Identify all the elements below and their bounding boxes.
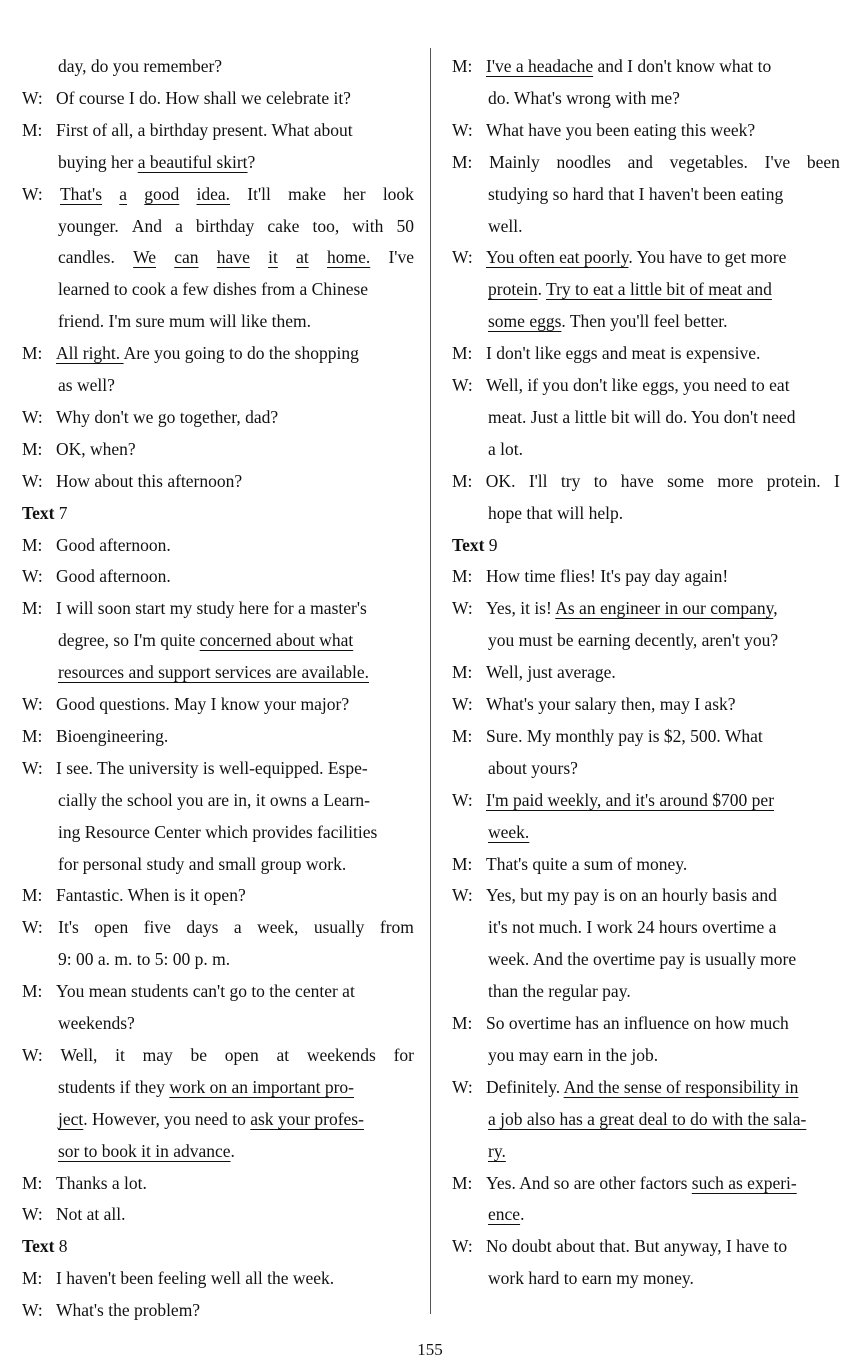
speaker-label: M:: [452, 853, 473, 874]
speaker-label: M:: [22, 343, 43, 364]
text-segment: ,: [773, 598, 778, 619]
word: more: [717, 470, 754, 491]
dialogue-line: [452, 560, 840, 592]
dialogue-continuation: [58, 848, 414, 880]
text-segment: Are you going to do the shopping: [123, 343, 359, 364]
dialogue-continuation: [58, 624, 414, 656]
dialogue-line: [22, 879, 414, 911]
word: It's: [58, 917, 79, 938]
text-segment: you may earn in the job.: [488, 1044, 659, 1065]
underlined-phrase: week.: [488, 821, 530, 842]
word: make: [288, 183, 326, 204]
underlined-phrase: And the sense of responsibility in: [563, 1076, 799, 1097]
word: some: [667, 470, 705, 491]
underlined-word: idea.: [196, 183, 231, 204]
dialogue-continuation: [488, 273, 840, 305]
word: been: [806, 151, 840, 172]
dialogue-line: [452, 337, 840, 369]
text-segment: So overtime has an influence on how much: [486, 1013, 789, 1033]
speaker-label: M:: [22, 981, 43, 1002]
text-segment: Definitely.: [486, 1076, 564, 1097]
text-segment: .: [537, 279, 547, 300]
word: vegetables.: [669, 151, 748, 172]
word: be: [190, 1044, 207, 1065]
dialogue-line: [452, 848, 840, 880]
text-segment: cially the school you are in, it owns a Learn-: [58, 789, 370, 810]
dialogue-continuation: [488, 1103, 840, 1135]
speaker-label: W:: [452, 1236, 473, 1257]
underlined-phrase: ject: [58, 1108, 84, 1129]
dialogue-line: [22, 114, 414, 146]
text-segment: buying her: [58, 151, 138, 172]
underlined-phrase: All right.: [56, 343, 124, 364]
underlined-phrase: ence: [488, 1204, 521, 1225]
word: her: [343, 183, 366, 204]
dialogue-continuation: [488, 178, 840, 210]
word: birthday: [195, 215, 255, 236]
dialogue-continuation: [488, 1135, 840, 1167]
dialogue-continuation: [58, 369, 414, 401]
word: noodles: [556, 151, 611, 172]
word: too,: [312, 215, 340, 236]
text-segment: What have you been eating this week?: [486, 119, 756, 140]
speaker-label: W:: [452, 885, 473, 906]
underlined-phrase: concerned about what: [199, 630, 354, 651]
dialogue-line: [22, 752, 414, 784]
dialogue-line: [22, 1294, 414, 1326]
underlined-word: We: [133, 247, 156, 268]
speaker-label: W:: [452, 1076, 473, 1097]
dialogue-line: [22, 1167, 414, 1199]
dialogue-line: [452, 720, 840, 752]
section-heading: [452, 529, 498, 561]
text-segment: you must be earning decently, aren't you?: [488, 630, 779, 651]
dialogue-continuation: [58, 1135, 414, 1167]
word: candles.: [58, 247, 115, 268]
text-segment: Not at all.: [56, 1204, 126, 1225]
word: week,: [257, 917, 299, 938]
dialogue-line: [452, 1230, 840, 1262]
text-segment: a lot.: [488, 438, 523, 459]
dialogue-continuation: [488, 401, 840, 433]
dialogue-continuation: [58, 943, 414, 975]
text-segment: I see. The university is well-equipped. Espe-: [56, 757, 368, 778]
text-segment: Why don't we go together, dad?: [56, 406, 279, 427]
text-segment: Thanks a lot.: [56, 1172, 147, 1193]
text-segment: I will soon start my study here for a master's: [56, 598, 367, 619]
dialogue-line: [22, 178, 414, 210]
heading-label: Text: [22, 502, 55, 523]
text-segment: meat. Just a little bit will do. You don't need: [488, 406, 796, 427]
dialogue-continuation: [488, 624, 840, 656]
speaker-label: W:: [22, 87, 43, 108]
underlined-word: home.: [326, 247, 371, 268]
column-divider: [430, 48, 431, 1314]
speaker-label: W:: [22, 1300, 43, 1321]
text-segment: I don't like eggs and meat is expensive.: [486, 343, 761, 364]
dialogue-line: [452, 656, 840, 688]
speaker-label: M:: [452, 662, 473, 683]
text-segment: You mean students can't go to the center at: [56, 981, 355, 1002]
word: usually: [313, 917, 365, 938]
dialogue-continuation: [58, 1007, 414, 1039]
dialogue-line: [22, 529, 414, 561]
heading-label: Text: [452, 534, 485, 555]
dialogue-continuation: [488, 82, 840, 114]
word: open: [224, 1044, 259, 1065]
speaker-label: M:: [22, 119, 43, 140]
text-segment: How time flies! It's pay day again!: [486, 566, 729, 587]
word: younger.: [58, 215, 119, 236]
dialogue-line: [22, 720, 414, 752]
section-heading: [22, 1230, 68, 1262]
underlined-phrase: sor to book it in advance: [58, 1140, 231, 1161]
speaker-label: M:: [22, 534, 43, 555]
word: to: [593, 470, 608, 491]
dialogue-line: [22, 592, 414, 624]
speaker-label: M:: [22, 438, 43, 459]
dialogue-continuation: [58, 1071, 414, 1103]
text-segment: Well, just average.: [486, 662, 616, 683]
underlined-phrase: protein: [488, 279, 538, 300]
heading-number: 8: [54, 1236, 68, 1257]
speaker-label: W:: [452, 789, 473, 810]
text-segment: learned to cook a few dishes from a Chinese: [58, 279, 369, 300]
speaker-label: W:: [452, 598, 473, 619]
underlined-phrase: I've a headache: [486, 56, 594, 76]
word: Well,: [60, 1044, 98, 1065]
dialogue-line: [452, 879, 840, 911]
text-segment: No doubt about that. But anyway, I have to: [486, 1236, 788, 1257]
text-segment: well.: [488, 215, 523, 236]
word: It'll: [247, 183, 271, 204]
word: 50: [396, 215, 414, 236]
speaker-label: W:: [452, 119, 473, 140]
text-segment: First of all, a birthday present. What about: [56, 119, 353, 140]
speaker-label: W:: [22, 1044, 43, 1065]
dialogue-continuation: [58, 146, 414, 178]
dialogue-continuation: [58, 1103, 414, 1135]
word: try: [560, 470, 581, 491]
dialogue-continuation: [488, 943, 840, 975]
dialogue-line: [22, 975, 414, 1007]
underlined-phrase: As an engineer in our company: [555, 598, 774, 619]
word: I: [834, 470, 840, 491]
dialogue-line: [22, 337, 414, 369]
underlined-phrase: a job also has a great deal to do with the sala-: [488, 1108, 807, 1129]
speaker-label: W:: [22, 183, 43, 204]
text-segment: Yes, it is!: [486, 598, 556, 619]
text-segment: do. What's wrong with me?: [488, 87, 680, 108]
section-heading: [22, 497, 68, 529]
underlined-word: a: [119, 183, 128, 204]
text-segment: students if they: [58, 1076, 170, 1097]
speaker-label: M:: [452, 1013, 473, 1033]
text-segment: I haven't been feeling well all the week.: [56, 1268, 335, 1289]
dialogue-continuation: [58, 210, 414, 242]
underlined-phrase: resources and support services are available.: [58, 662, 369, 683]
dialogue-line: [452, 465, 840, 497]
dialogue-continuation: [58, 305, 414, 337]
speaker-label: M:: [452, 566, 473, 587]
underlined-word: at: [296, 247, 309, 268]
heading-label: Text: [22, 1236, 55, 1257]
text-segment: 9: 00 a. m. to 5: 00 p. m.: [58, 949, 231, 970]
dialogue-continuation: [58, 656, 414, 688]
text-segment: What's the problem?: [56, 1300, 201, 1321]
speaker-label: W:: [452, 375, 473, 395]
underlined-word: can: [174, 247, 199, 268]
dialogue-continuation: [488, 1039, 840, 1071]
underlined-phrase: Try to eat a little bit of meat and: [546, 279, 772, 300]
dialogue-line: [22, 560, 414, 592]
dialogue-line: [22, 688, 414, 720]
dialogue-continuation: [58, 241, 414, 273]
word: with: [352, 215, 384, 236]
heading-number: 9: [484, 534, 498, 555]
word: at: [276, 1044, 290, 1065]
word: OK.: [485, 470, 516, 491]
speaker-label: W:: [22, 1204, 43, 1225]
speaker-label: M:: [452, 343, 473, 364]
speaker-label: W:: [22, 406, 43, 427]
text-segment: Yes. And so are other factors: [486, 1172, 692, 1193]
text-segment: Of course I do. How shall we celebrate it?: [56, 87, 351, 108]
word: have: [620, 470, 654, 491]
speaker-label: M:: [452, 151, 473, 172]
dialogue-line: [452, 146, 840, 178]
speaker-label: M:: [22, 725, 43, 746]
text-segment: degree, so I'm quite: [58, 630, 200, 651]
speaker-label: M:: [22, 598, 43, 619]
underlined-word: it: [268, 247, 278, 268]
dialogue-line: [22, 82, 414, 114]
dialogue-line: [452, 1071, 840, 1103]
text-segment: studying so hard that I haven't been eating: [488, 183, 784, 204]
text-segment: ?: [247, 151, 256, 172]
underlined-phrase: You often eat poorly: [486, 247, 629, 268]
text-segment: and I don't know what to: [593, 56, 772, 76]
dialogue-line: [22, 465, 414, 497]
text-segment: .: [520, 1204, 525, 1225]
heading-number: 7: [54, 502, 68, 523]
text-segment: Good questions. May I know your major?: [56, 694, 350, 714]
text-segment: ing Resource Center which provides facilities: [58, 821, 378, 842]
word: look: [382, 183, 414, 204]
speaker-label: W:: [22, 470, 43, 491]
word: may: [142, 1044, 173, 1065]
text-segment: hope that will help.: [488, 502, 624, 523]
underlined-phrase: a beautiful skirt: [137, 151, 248, 172]
text-segment: work hard to earn my money.: [488, 1268, 694, 1289]
text-segment: day, do you remember?: [58, 56, 223, 76]
word: days: [186, 917, 219, 938]
dialogue-continuation: [488, 1262, 840, 1294]
underlined-phrase: ry.: [488, 1140, 506, 1161]
word: Mainly: [489, 151, 540, 172]
speaker-label: W:: [22, 694, 43, 714]
text-segment: Yes, but my pay is on an hourly basis and: [486, 885, 777, 906]
dialogue-line: [452, 50, 840, 82]
speaker-label: M:: [452, 1172, 473, 1193]
dialogue-line: [22, 401, 414, 433]
speaker-label: M:: [452, 56, 473, 76]
dialogue-line: [452, 1007, 840, 1039]
text-segment: Well, if you don't like eggs, you need to eat: [486, 375, 790, 395]
speaker-label: W:: [452, 694, 473, 714]
word: I've: [764, 151, 791, 172]
text-segment: Good afternoon.: [56, 566, 171, 587]
dialogue-continuation: [488, 433, 840, 465]
dialogue-continuation: [488, 210, 840, 242]
text-segment: it's not much. I work 24 hours overtime a: [488, 917, 777, 938]
dialogue-continuation: [488, 911, 840, 943]
dialogue-continuation: [488, 497, 840, 529]
text-segment: about yours?: [488, 757, 578, 778]
dialogue-continuation: [58, 50, 414, 82]
text-segment: Sure. My monthly pay is $2, 500. What: [486, 725, 763, 746]
word: cake: [267, 215, 300, 236]
speaker-label: M:: [452, 725, 473, 746]
text-segment: as well?: [58, 375, 115, 395]
dialogue-continuation: [58, 816, 414, 848]
word: open: [94, 917, 129, 938]
word: And: [131, 215, 162, 236]
text-segment: Good afternoon.: [56, 534, 171, 555]
underlined-phrase: I'm paid weekly, and it's around $700 per: [486, 789, 775, 810]
text-segment: Bioengineering.: [56, 725, 169, 746]
dialogue-line: [22, 911, 414, 943]
speaker-label: W:: [22, 566, 43, 587]
word: I'll: [528, 470, 548, 491]
page-number: 155: [417, 1340, 443, 1359]
dialogue-line: [22, 1198, 414, 1230]
underlined-phrase: some eggs: [488, 311, 562, 332]
text-segment: week. And the overtime pay is usually more: [488, 949, 797, 970]
dialogue-line: [452, 592, 840, 624]
speaker-label: W:: [22, 757, 43, 778]
underlined-phrase: work on an important pro-: [169, 1076, 354, 1097]
text-segment: friend. I'm sure mum will like them.: [58, 311, 311, 332]
dialogue-line: [452, 369, 840, 401]
dialogue-continuation: [58, 784, 414, 816]
speaker-label: M:: [452, 470, 473, 491]
dialogue-line: [452, 688, 840, 720]
word: weekends: [306, 1044, 376, 1065]
underlined-word: good: [144, 183, 180, 204]
word: for: [393, 1044, 414, 1065]
dialogue-line: [22, 433, 414, 465]
text-segment: What's your salary then, may I ask?: [486, 694, 736, 714]
text-segment: That's quite a sum of money.: [486, 853, 688, 874]
speaker-label: M:: [22, 885, 43, 906]
underlined-word: That's: [59, 183, 103, 204]
underlined-phrase: ask your profes-: [250, 1108, 364, 1129]
word: I've: [388, 247, 414, 268]
dialogue-continuation: [488, 975, 840, 1007]
speaker-label: M:: [22, 1172, 43, 1193]
text-segment: OK, when?: [56, 438, 136, 459]
text-segment: .: [230, 1140, 235, 1161]
text-segment: than the regular pay.: [488, 981, 631, 1002]
word: protein.: [766, 470, 821, 491]
dialogue-line: [452, 114, 840, 146]
dialogue-line: [452, 1167, 840, 1199]
dialogue-continuation: [488, 305, 840, 337]
speaker-label: W:: [452, 247, 473, 268]
underlined-phrase: such as experi-: [691, 1172, 797, 1193]
dialogue-continuation: [488, 1198, 840, 1230]
text-segment: for personal study and small group work.: [58, 853, 347, 874]
text-segment: Fantastic. When is it open?: [56, 885, 246, 906]
word: a: [233, 917, 242, 938]
text-segment: How about this afternoon?: [56, 470, 243, 491]
dialogue-continuation: [488, 816, 840, 848]
word: from: [379, 917, 414, 938]
word: five: [143, 917, 171, 938]
dialogue-continuation: [488, 752, 840, 784]
dialogue-line: [22, 1262, 414, 1294]
word: it: [115, 1044, 125, 1065]
text-segment: . You have to get more: [628, 247, 787, 268]
word: a: [175, 215, 183, 236]
text-segment: weekends?: [58, 1013, 135, 1033]
dialogue-line: [452, 241, 840, 273]
dialogue-continuation: [58, 273, 414, 305]
underlined-word: have: [216, 247, 250, 268]
speaker-label: M:: [22, 1268, 43, 1289]
dialogue-line: [22, 1039, 414, 1071]
text-segment: . Then you'll feel better.: [561, 311, 728, 332]
speaker-label: W:: [22, 917, 43, 938]
word: and: [627, 151, 653, 172]
text-segment: . However, you need to: [83, 1108, 251, 1129]
dialogue-line: [452, 784, 840, 816]
